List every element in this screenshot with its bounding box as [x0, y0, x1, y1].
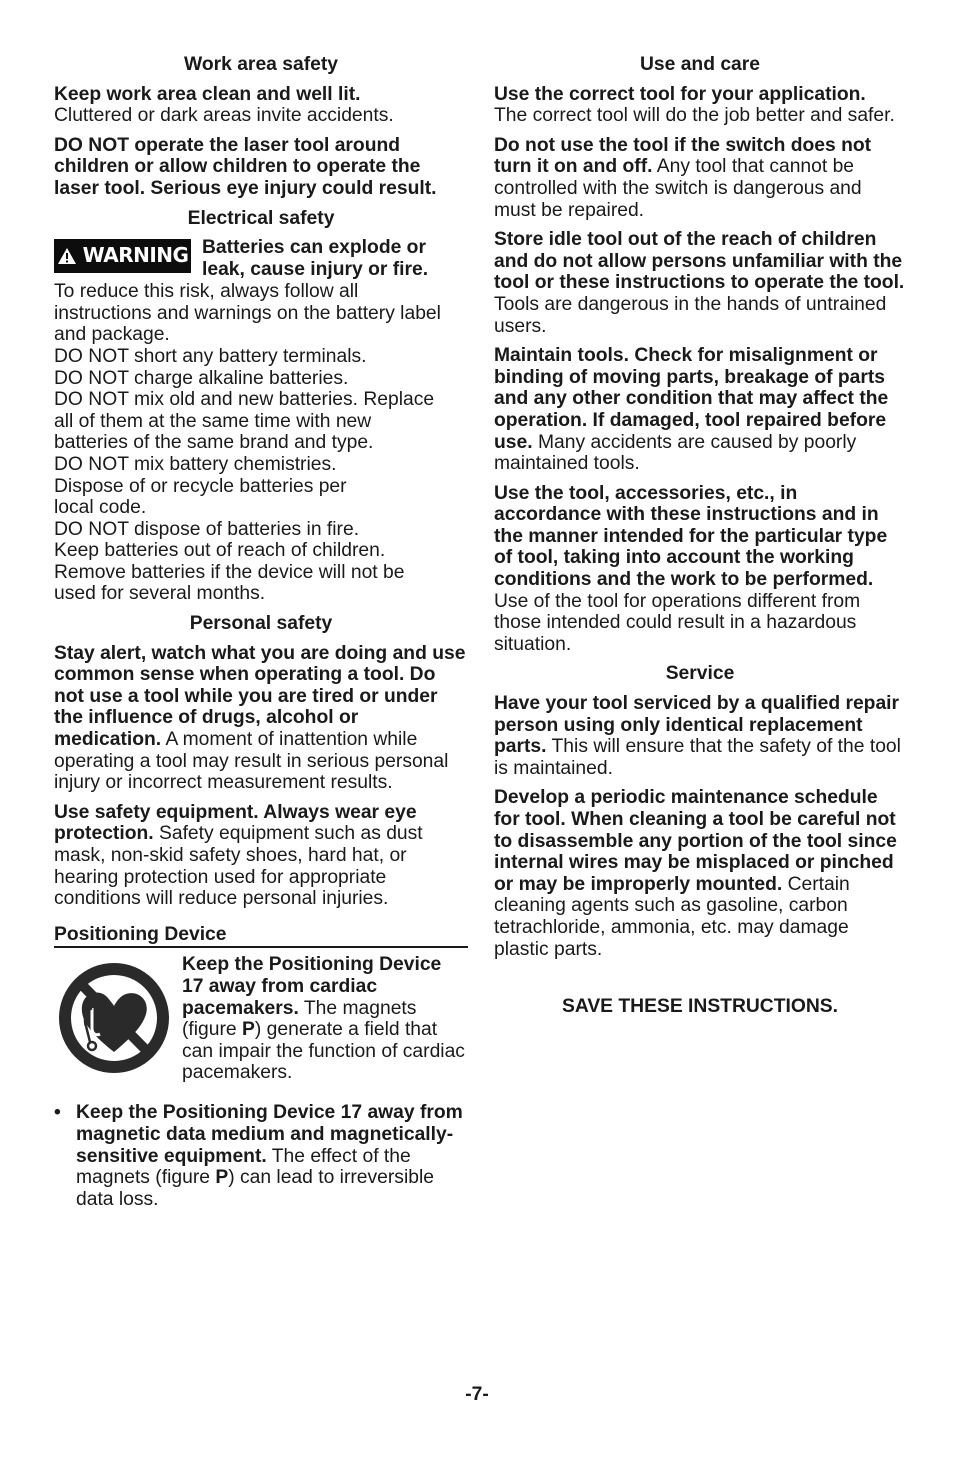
use-care-p2-bold: Do not use the tool if the switch does not turn it on and off. [494, 134, 872, 178]
use-care-p1-bold: Use the correct tool for your application. [494, 83, 866, 105]
use-care-p4-bold: Maintain tools. Check for misalignment or binding of moving parts, breakage of parts and any other condition that may affect the operation. If damaged, tool repaired before use. [494, 345, 889, 453]
service-heading: Service [665, 663, 735, 685]
battery-line: Dispose of or recycle batteries per [54, 475, 347, 497]
service-para-1 [494, 693, 906, 779]
left-column [54, 54, 468, 1210]
battery-line: DO NOT charge alkaline batteries. [54, 367, 349, 389]
battery-line: DO NOT mix old and new batteries. Replace [54, 389, 435, 411]
battery-line: local code. [54, 497, 147, 519]
personal-p2-text: Safety equipment such as dust mask, non-skid safety shoes, hard hat, or hearing protection used for appropriate conditions will reduce personal injuries. [54, 823, 423, 910]
warning-block [54, 237, 468, 281]
save-instructions: SAVE THESE INSTRUCTIONS. [561, 996, 839, 1018]
personal-para-1 [54, 643, 468, 794]
use-care-para-3 [494, 229, 906, 337]
work-area-para-2: DO NOT operate the laser tool around children or allow children to operate the laser tool. Serious eye injury could result. [54, 134, 437, 199]
use-care-p3-text: Tools are dangerous in the hands of untrained users. [494, 293, 887, 337]
warning-triangle-icon [57, 247, 77, 265]
page-number: -7- [465, 1384, 489, 1405]
personal-heading: Personal safety [189, 613, 333, 635]
battery-line: instructions and warnings on the battery label [54, 302, 441, 324]
use-care-para-2 [494, 135, 906, 221]
use-care-para-1 [494, 84, 906, 127]
use-care-p1-text: The correct tool will do the job better and safer. [494, 105, 895, 127]
pacemaker-text-b: ) generate a field that can impair the function of cardiac pacemakers. [182, 1019, 465, 1084]
magnetic-bullet [54, 1102, 468, 1210]
use-care-p2-text: Any tool that cannot be controlled with the switch is dangerous and must be repaired. [494, 156, 862, 221]
personal-p2-bold: Use safety equipment. Always wear eye protection. [54, 801, 417, 845]
service-p2-text: Certain cleaning agents such as gasoline, carbon tetrachloride, ammonia, etc. may damage plastic parts. [494, 873, 850, 960]
magnetic-text-a: The effect of the magnets (figure [76, 1145, 411, 1189]
battery-instructions [54, 281, 468, 605]
use-care-p4-text: Many accidents are caused by poorly maintained tools. [494, 431, 857, 475]
battery-line: all of them at the same time with new [54, 410, 372, 432]
figure-ref-p: P [242, 1019, 255, 1041]
use-care-para-5 [494, 483, 906, 656]
positioning-heading: Positioning Device [54, 924, 468, 949]
battery-line: DO NOT dispose of batteries in fire. [54, 518, 360, 540]
use-care-p3-bold: Store idle tool out of the reach of children and do not allow persons unfamiliar with the tool or these instructions to operate the tool. [494, 229, 905, 294]
personal-p1-text: A moment of inattention while operating a tool may result in serious personal injury or incorrect measurement results. [54, 729, 449, 794]
use-care-p5-bold: Use the tool, accessories, etc., in accordance with these instructions and in the manner intended for the particular type of tool, taking into account the working conditions and the work to be performed. [494, 482, 888, 591]
service-p1-text: This will ensure that the safety of the tool is maintained. [494, 736, 901, 779]
use-care-heading: Use and care [639, 54, 761, 75]
pacemaker-bold: Keep the Positioning Device 17 away from cardiac pacemakers. [182, 954, 442, 1019]
warning-label: WARNING [82, 243, 189, 268]
bullet-dot: • [54, 1102, 61, 1124]
battery-line: Remove batteries if the device will not be [54, 561, 405, 583]
warning-text: Batteries can explode or leak, cause injury or fire. [202, 237, 429, 280]
pacemaker-text [182, 954, 468, 1084]
electrical-heading: Electrical safety [187, 207, 335, 229]
work-area-para-1 [54, 84, 468, 127]
work-area-p1-text: Cluttered or dark areas invite accidents. [54, 105, 394, 127]
service-p1-bold: Have your tool serviced by a qualified repair person using only identical replacement parts. [494, 693, 900, 758]
magnetic-bold: Keep the Positioning Device 17 away from magnetic data medium and magnetically-sensitive equipment. [76, 1102, 463, 1167]
battery-line: used for several months. [54, 583, 266, 605]
work-area-heading: Work area safety [184, 54, 338, 75]
battery-line: Keep batteries out of reach of children. [54, 540, 386, 562]
pacemaker-warning [54, 954, 468, 1094]
use-care-para-4 [494, 345, 906, 475]
personal-p1-bold: Stay alert, watch what you are doing and use common sense when operating a tool. Do not use a tool while you are tired or under the influence of drugs, alcohol or medication. [54, 642, 466, 751]
use-care-p5-text: Use of the tool for operations different from those intended could result in a hazardous situation. [494, 590, 861, 655]
magnetic-text-b: ) can lead to irreversible data loss. [76, 1167, 434, 1210]
battery-line: To reduce this risk, always follow all [54, 281, 359, 303]
service-para-2 [494, 787, 906, 960]
battery-line: batteries of the same brand and type. [54, 432, 374, 454]
battery-line: DO NOT mix battery chemistries. [54, 453, 337, 475]
right-column [494, 54, 906, 1018]
battery-line: DO NOT short any battery terminals. [54, 345, 367, 367]
magnetic-bullet-text [76, 1102, 468, 1210]
figure-ref-p-2: P [215, 1167, 229, 1189]
pacemaker-text-a: The magnets (figure [182, 997, 417, 1041]
no-pacemaker-icon [56, 960, 172, 1076]
personal-para-2 [54, 802, 468, 910]
battery-line: and package. [54, 324, 170, 346]
work-area-p1-bold: Keep work area clean and well lit. [54, 83, 361, 105]
warning-badge [54, 239, 191, 273]
service-p2-bold: Develop a periodic maintenance schedule for tool. When cleaning a tool be careful not to disassemble any portion of the tool since internal wires may be misplaced or pinched or may be improperly mounted. [494, 787, 897, 895]
